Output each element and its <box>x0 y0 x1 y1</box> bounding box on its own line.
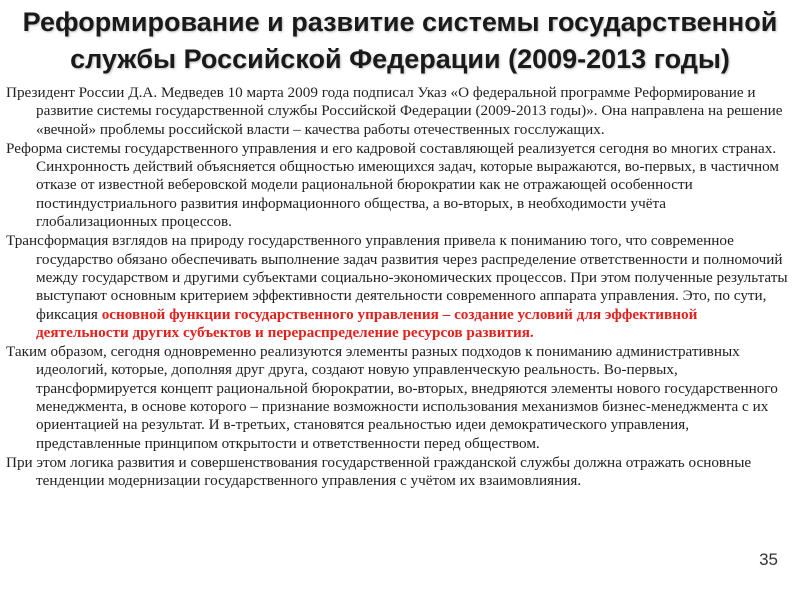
slide-title: Реформирование и развитие системы государственной службы Российской Федерации (2009-2013 годы) <box>22 7 778 74</box>
paragraph-transformation-text: Трансформация взглядов на природу государственного управления привела к пониманию того, что современное государство обязано обеспечивать выполнение задач развития через распределение ответственности и полномочий между государством и другими субъектами социально-экономических процессов. При этом полученные результаты выступают основным критерием эффективности деятельности современного аппарата управления. Это, по сути, фиксация <box>6 232 788 323</box>
paragraph-reform: Реформа системы государственного управления и его кадровой составляющей реализуется сегодня во многих странах. Синхронность действий объясняется общностью имеющихся задач, которые выражаются, во-первых, в частичном отказе от известной веберовской модели рациональной бюрократии как не отражающей особенности постиндустриального развития информационного общества, а во-вторых, в необходимости учёта глобализационных процессов. <box>6 139 780 231</box>
paragraph-logic: При этом логика развития и совершенствования государственной гражданской службы должна отражать основные тенденции модернизации государственного управления с учётом их взаимовлияния. <box>6 453 752 490</box>
paragraph-transformation <box>6 232 788 342</box>
paragraph-decree: Президент России Д.А. Медведев 10 марта 2009 года подписал Указ «О федеральной программе Реформирование и развитие системы государственной службы Российской Федерации (2009-2013 годы)». Она направлена на решение «вечной» проблемы российской власти – качества работы отечественных госслужащих. <box>6 84 783 138</box>
slide-body <box>6 84 788 491</box>
highlighted-key-function: основной функции государственного управления – создание условий для эффективной деятельности других субъектов и перераспределение ресурсов развития. <box>36 305 698 341</box>
page-number: 35 <box>759 550 778 569</box>
paragraph-approaches: Таким образом, сегодня одновременно реализуются элементы разных подходов к пониманию административных идеологий, которые, дополняя друг друга, создают новую управленческую реальность. Во-первых, трансформируется концепт рациональной бюрократии, во-вторых, внедряются элементы нового государственного менеджмента, в основе которого – признание возможности использования механизмов бизнес-менеджмента с их ориентацией на результат. И в-третьих, становятся реальностью идеи демократического управления, представленные принципом открытости и ответственности перед обществом. <box>6 343 778 452</box>
